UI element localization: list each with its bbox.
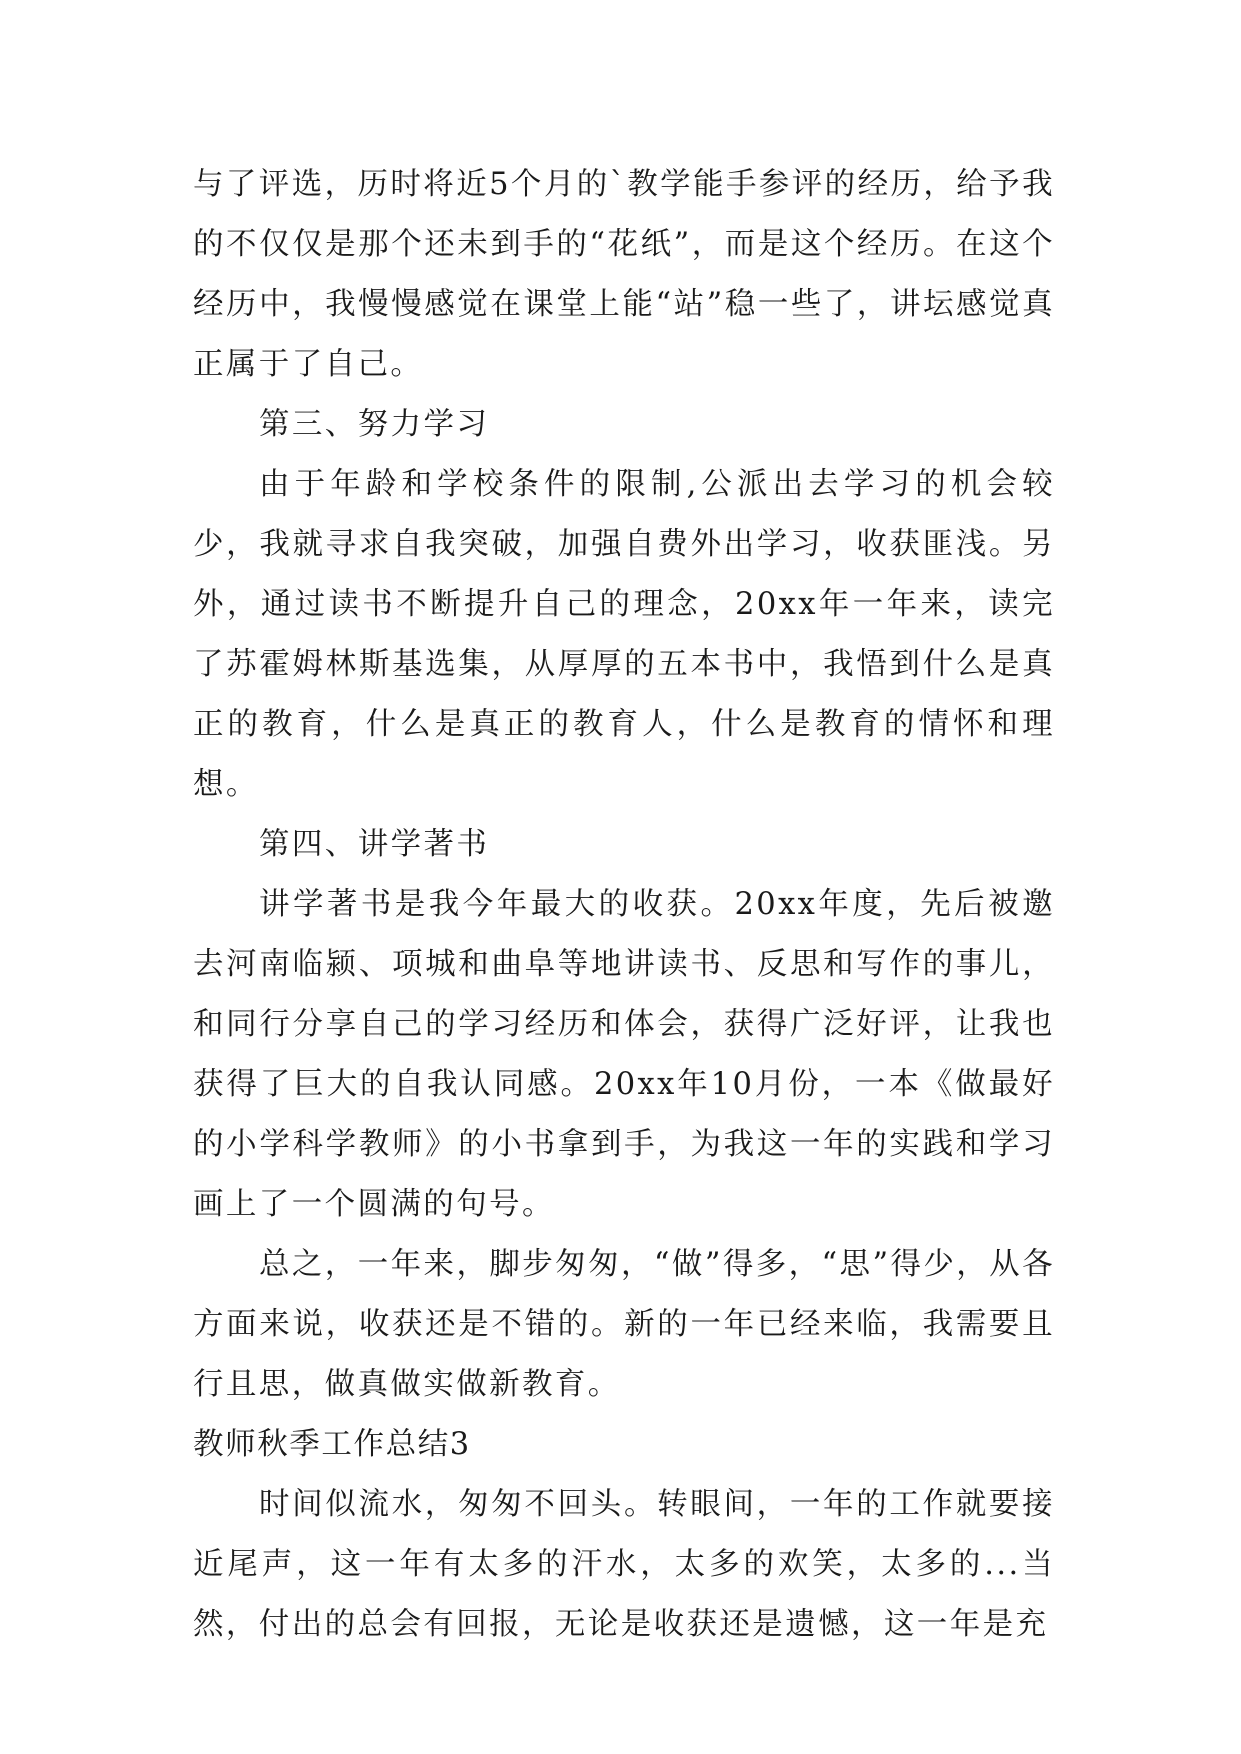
paragraph-evaluation: 与了评选，历时将近5个月的`教学能手参评的经历，给予我的不仅仅是那个还未到手的“花纸”，而是这个经历。在这个经历中，我慢慢感觉在课堂上能“站”稳一些了，讲坛感觉真正属于了自己。 xyxy=(193,167,1055,382)
paragraph-summary: 总之，一年来，脚步匆匆，“做”得多，“思”得少，从各方面来说，收获还是不错的。新的一年已经来临，我需要且行且思，做真做实做新教育。 xyxy=(193,1247,1055,1402)
heading-study: 第三、努力学习 xyxy=(259,407,490,442)
paragraph-intro: 时间似流水，匆匆不回头。转眼间，一年的工作就要接近尾声，这一年有太多的汗水，太多的欢笑，太多的...当然，付出的总会有回报，无论是收获还是遗憾，这一年是充 xyxy=(193,1487,1055,1642)
document-body xyxy=(193,155,1055,1655)
section-title: 教师秋季工作总结3 xyxy=(193,1427,471,1462)
paragraph-study: 由于年龄和学校条件的限制,公派出去学习的机会较少，我就寻求自我突破，加强自费外出学习，收获匪浅。另外，通过读书不断提升自己的理念，20xx年一年来，读完了苏霍姆林斯基选集，从厚厚的五本书中，我悟到什么是真正的教育，什么是真正的教育人，什么是教育的情怀和理想。 xyxy=(193,467,1055,802)
heading-lecture: 第四、讲学著书 xyxy=(259,827,490,862)
paragraph-lecture: 讲学著书是我今年最大的收获。20xx年度，先后被邀去河南临颍、项城和曲阜等地讲读书、反思和写作的事儿，和同行分享自己的学习经历和体会，获得广泛好评，让我也获得了巨大的自我认同感。20xx年10月份，一本《做最好的小学科学教师》的小书拿到手，为我这一年的实践和学习画上了一个圆满的句号。 xyxy=(193,887,1055,1222)
